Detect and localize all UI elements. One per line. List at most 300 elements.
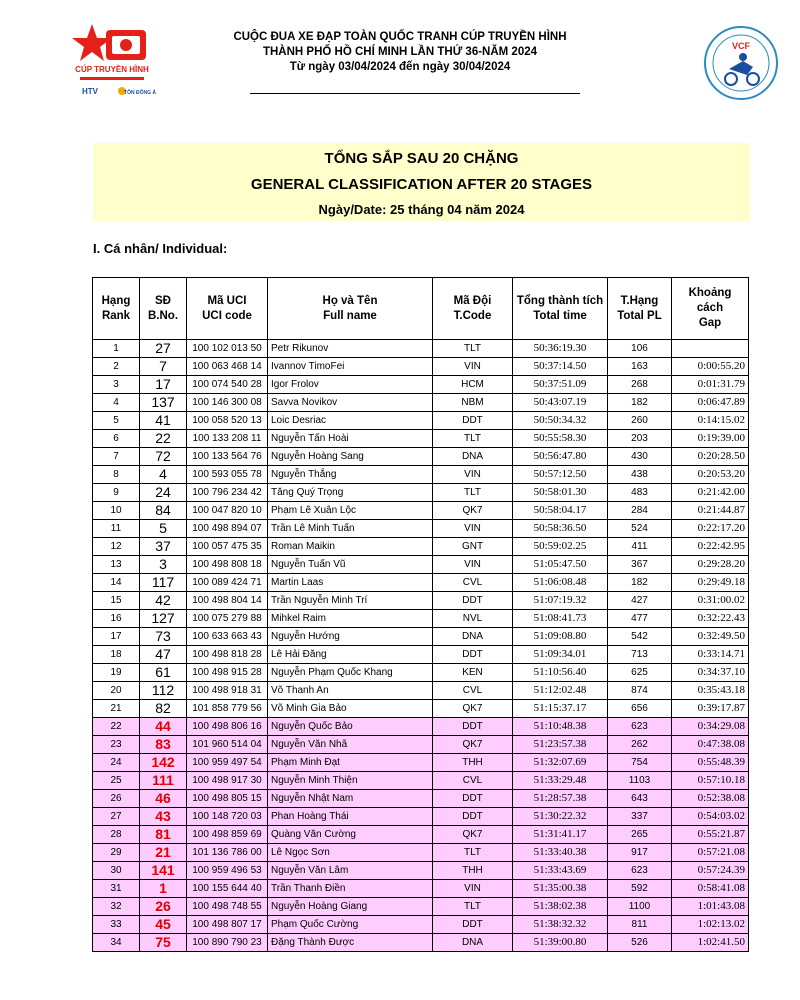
table-row (93, 358, 749, 376)
team-cell: CVL (433, 574, 513, 592)
name-cell: Phạm Minh Đạt (268, 754, 433, 772)
time-cell: 51:15:37.17 (513, 700, 608, 718)
uci-cell: 100 498 806 16 (187, 718, 268, 736)
col-rank: Hạng Rank (93, 278, 140, 340)
uci-cell: 100 498 808 18 (187, 556, 268, 574)
team-cell: VIN (433, 556, 513, 574)
time-cell: 51:39:00.80 (513, 934, 608, 952)
rank-cell: 7 (93, 448, 140, 466)
rank-cell: 16 (93, 610, 140, 628)
bib-cell: 42 (140, 592, 187, 610)
name-cell: Savva Novikov (268, 394, 433, 412)
team-cell: DNA (433, 628, 513, 646)
gap-cell: 0:21:42.00 (672, 484, 749, 502)
time-cell: 51:08:41.73 (513, 610, 608, 628)
name-cell: Phạm Quốc Cường (268, 916, 433, 934)
table-row (93, 736, 749, 754)
uci-cell: 100 133 564 76 (187, 448, 268, 466)
table-row (93, 754, 749, 772)
time-cell: 50:58:36.50 (513, 520, 608, 538)
name-cell: Loic Desriac (268, 412, 433, 430)
name-cell: Lê Hải Đăng (268, 646, 433, 664)
uci-cell: 101 136 786 00 (187, 844, 268, 862)
pl-cell: 477 (608, 610, 672, 628)
time-cell: 50:58:01.30 (513, 484, 608, 502)
time-cell: 51:10:56.40 (513, 664, 608, 682)
name-cell: Nguyễn Quốc Bảo (268, 718, 433, 736)
bib-cell: 21 (140, 844, 187, 862)
gap-cell: 0:55:48.39 (672, 754, 749, 772)
table-row (93, 844, 749, 862)
name-cell: Ivannov TimoFei (268, 358, 433, 376)
time-cell: 51:06:08.48 (513, 574, 608, 592)
team-cell: THH (433, 862, 513, 880)
table-row (93, 862, 749, 880)
name-cell: Lê Ngọc Sơn (268, 844, 433, 862)
team-cell: VIN (433, 466, 513, 484)
bib-cell: 7 (140, 358, 187, 376)
gap-cell: 0:19:39.00 (672, 430, 749, 448)
table-row (93, 880, 749, 898)
title-vietnamese: TỔNG SẮP SAU 20 CHẶNG (324, 150, 519, 167)
uci-cell: 100 959 496 53 (187, 862, 268, 880)
bib-cell: 46 (140, 790, 187, 808)
gap-cell: 0:39:17.87 (672, 700, 749, 718)
time-cell: 51:31:41.17 (513, 826, 608, 844)
uci-cell: 100 089 424 71 (187, 574, 268, 592)
uci-cell: 100 890 790 23 (187, 934, 268, 952)
team-cell: QK7 (433, 826, 513, 844)
bib-cell: 3 (140, 556, 187, 574)
pl-cell: 430 (608, 448, 672, 466)
team-cell: HCM (433, 376, 513, 394)
pl-cell: 623 (608, 718, 672, 736)
rank-cell: 19 (93, 664, 140, 682)
pl-cell: 483 (608, 484, 672, 502)
uci-cell: 100 047 820 10 (187, 502, 268, 520)
name-cell: Trần Lê Minh Tuấn (268, 520, 433, 538)
uci-cell: 100 498 804 14 (187, 592, 268, 610)
table-row (93, 448, 749, 466)
rank-cell: 21 (93, 700, 140, 718)
name-cell: Phan Hoàng Thái (268, 808, 433, 826)
pl-cell: 367 (608, 556, 672, 574)
time-cell: 51:33:29.48 (513, 772, 608, 790)
bib-cell: 1 (140, 880, 187, 898)
pl-cell: 542 (608, 628, 672, 646)
team-cell: NBM (433, 394, 513, 412)
team-cell: DNA (433, 448, 513, 466)
name-cell: Trần Thanh Điền (268, 880, 433, 898)
bib-cell: 112 (140, 682, 187, 700)
uci-cell: 100 498 807 17 (187, 916, 268, 934)
rank-cell: 34 (93, 934, 140, 952)
pl-cell: 337 (608, 808, 672, 826)
title-date: Ngày/Date: 25 tháng 04 năm 2024 (318, 202, 525, 217)
name-cell: Đặng Thành Được (268, 934, 433, 952)
uci-cell: 100 498 818 28 (187, 646, 268, 664)
rank-cell: 2 (93, 358, 140, 376)
name-cell: Nguyễn Văn Lâm (268, 862, 433, 880)
bib-cell: 75 (140, 934, 187, 952)
time-cell: 51:12:02.48 (513, 682, 608, 700)
rank-cell: 15 (93, 592, 140, 610)
gap-cell: 0:32:49.50 (672, 628, 749, 646)
team-cell: QK7 (433, 736, 513, 754)
name-cell: Phạm Lê Xuân Lộc (268, 502, 433, 520)
table-row (93, 682, 749, 700)
gap-cell: 0:34:37.10 (672, 664, 749, 682)
uci-cell: 101 858 779 56 (187, 700, 268, 718)
rank-cell: 26 (93, 790, 140, 808)
table-row (93, 412, 749, 430)
pl-cell: 411 (608, 538, 672, 556)
cup-logo-text: CÚP TRUYỀN HÌNH (75, 65, 149, 74)
rank-cell: 20 (93, 682, 140, 700)
gap-cell: 0:14:15.02 (672, 412, 749, 430)
bib-cell: 73 (140, 628, 187, 646)
htv-logo-text: HTV (82, 87, 98, 96)
uci-cell: 100 058 520 13 (187, 412, 268, 430)
name-cell: Petr Rikunov (268, 340, 433, 358)
table-row (93, 610, 749, 628)
bib-cell: 141 (140, 862, 187, 880)
team-cell: QK7 (433, 502, 513, 520)
team-cell: DDT (433, 916, 513, 934)
cup-logo (62, 22, 162, 102)
rank-cell: 18 (93, 646, 140, 664)
team-cell: VIN (433, 358, 513, 376)
name-cell: Nguyễn Tuấn Vũ (268, 556, 433, 574)
bib-cell: 142 (140, 754, 187, 772)
pl-cell: 163 (608, 358, 672, 376)
rank-cell: 27 (93, 808, 140, 826)
gap-cell: 0:20:53.20 (672, 466, 749, 484)
team-cell: DDT (433, 592, 513, 610)
rank-cell: 5 (93, 412, 140, 430)
rank-cell: 12 (93, 538, 140, 556)
rank-cell: 14 (93, 574, 140, 592)
rank-cell: 23 (93, 736, 140, 754)
time-cell: 50:37:51.09 (513, 376, 608, 394)
bib-cell: 26 (140, 898, 187, 916)
pl-cell: 203 (608, 430, 672, 448)
gap-cell: 0:31:00.02 (672, 592, 749, 610)
uci-cell: 100 498 859 69 (187, 826, 268, 844)
rank-cell: 17 (93, 628, 140, 646)
pl-cell: 268 (608, 376, 672, 394)
name-cell: Tăng Quý Trọng (268, 484, 433, 502)
rank-cell: 32 (93, 898, 140, 916)
bib-cell: 117 (140, 574, 187, 592)
uci-cell: 100 593 055 78 (187, 466, 268, 484)
pl-cell: 874 (608, 682, 672, 700)
pl-cell: 623 (608, 862, 672, 880)
header-line-1: CUỘC ĐUA XE ĐẠP TOÀN QUỐC TRANH CÚP TRUYỀN HÌNH (233, 31, 567, 43)
pl-cell: 592 (608, 880, 672, 898)
name-cell: Martin Laas (268, 574, 433, 592)
team-cell: KEN (433, 664, 513, 682)
bib-cell: 24 (140, 484, 187, 502)
uci-cell: 100 633 663 43 (187, 628, 268, 646)
bib-cell: 111 (140, 772, 187, 790)
gap-cell: 0:22:17.20 (672, 520, 749, 538)
rank-cell: 1 (93, 340, 140, 358)
time-cell: 51:28:57.38 (513, 790, 608, 808)
table-row (93, 394, 749, 412)
gap-cell: 0:57:21.08 (672, 844, 749, 862)
table-row (93, 628, 749, 646)
bib-cell: 45 (140, 916, 187, 934)
table-row (93, 574, 749, 592)
rank-cell: 13 (93, 556, 140, 574)
time-cell: 50:57:12.50 (513, 466, 608, 484)
bib-cell: 4 (140, 466, 187, 484)
bib-cell: 84 (140, 502, 187, 520)
pl-cell: 265 (608, 826, 672, 844)
name-cell: Nguyễn Hướng (268, 628, 433, 646)
name-cell: Igor Frolov (268, 376, 433, 394)
gap-cell: 0:22:42.95 (672, 538, 749, 556)
col-pl: T.Hạng Total PL (608, 278, 672, 340)
table-row (93, 646, 749, 664)
time-cell: 51:33:43.69 (513, 862, 608, 880)
gap-cell: 0:55:21.87 (672, 826, 749, 844)
name-cell: Quàng Văn Cường (268, 826, 433, 844)
time-cell: 51:38:32.32 (513, 916, 608, 934)
rank-cell: 25 (93, 772, 140, 790)
rank-cell: 24 (93, 754, 140, 772)
uci-cell: 100 498 805 15 (187, 790, 268, 808)
bib-cell: 22 (140, 430, 187, 448)
name-cell: Nguyễn Văn Nhã (268, 736, 433, 754)
time-cell: 50:59:02.25 (513, 538, 608, 556)
name-cell: Trần Nguyễn Minh Trí (268, 592, 433, 610)
gap-cell: 0:54:03.02 (672, 808, 749, 826)
pl-cell: 643 (608, 790, 672, 808)
name-cell: Nguyễn Nhật Nam (268, 790, 433, 808)
gap-cell: 0:47:38.08 (672, 736, 749, 754)
bib-cell: 5 (140, 520, 187, 538)
table-row (93, 430, 749, 448)
gap-cell: 0:35:43.18 (672, 682, 749, 700)
team-cell: TLT (433, 898, 513, 916)
gap-cell: 0:29:49.18 (672, 574, 749, 592)
team-cell: CVL (433, 682, 513, 700)
uci-cell: 100 146 300 08 (187, 394, 268, 412)
name-cell: Nguyễn Phạm Quốc Khang (268, 664, 433, 682)
table-header-row (93, 278, 749, 340)
name-cell: Nguyễn Hoàng Sang (268, 448, 433, 466)
name-cell: Võ Thanh An (268, 682, 433, 700)
time-cell: 51:05:47.50 (513, 556, 608, 574)
rank-cell: 6 (93, 430, 140, 448)
pl-cell: 656 (608, 700, 672, 718)
table-row (93, 340, 749, 358)
pl-cell: 427 (608, 592, 672, 610)
team-cell: VIN (433, 880, 513, 898)
header-line-3: Từ ngày 03/04/2024 đến ngày 30/04/2024 (289, 61, 511, 73)
uci-cell: 100 959 497 54 (187, 754, 268, 772)
time-cell: 50:55:58.30 (513, 430, 608, 448)
gap-cell: 0:00:55.20 (672, 358, 749, 376)
pl-cell: 917 (608, 844, 672, 862)
bib-cell: 61 (140, 664, 187, 682)
team-cell: DDT (433, 646, 513, 664)
table-row (93, 790, 749, 808)
rank-cell: 31 (93, 880, 140, 898)
col-time: Tổng thành tích Total time (513, 278, 608, 340)
table-row (93, 376, 749, 394)
time-cell: 51:10:48.38 (513, 718, 608, 736)
header-divider (250, 93, 580, 94)
gap-cell: 0:32:22.43 (672, 610, 749, 628)
team-cell: THH (433, 754, 513, 772)
rank-cell: 29 (93, 844, 140, 862)
bib-cell: 127 (140, 610, 187, 628)
gap-cell: 0:57:10.18 (672, 772, 749, 790)
pl-cell: 438 (608, 466, 672, 484)
pl-cell: 754 (608, 754, 672, 772)
uci-cell: 100 498 918 31 (187, 682, 268, 700)
table-row (93, 772, 749, 790)
team-cell: QK7 (433, 700, 513, 718)
pl-cell: 106 (608, 340, 672, 358)
time-cell: 50:50:34.32 (513, 412, 608, 430)
pl-cell: 625 (608, 664, 672, 682)
tondonga-logo-text: TÔN ĐÔNG Á (124, 90, 156, 96)
uci-cell: 100 057 475 35 (187, 538, 268, 556)
time-cell: 51:09:34.01 (513, 646, 608, 664)
uci-cell: 100 133 208 11 (187, 430, 268, 448)
uci-cell: 101 960 514 04 (187, 736, 268, 754)
col-uci: Mã UCI UCI code (187, 278, 268, 340)
uci-cell: 100 075 279 88 (187, 610, 268, 628)
rank-cell: 28 (93, 826, 140, 844)
team-cell: DDT (433, 412, 513, 430)
pl-cell: 811 (608, 916, 672, 934)
time-cell: 51:09:08.80 (513, 628, 608, 646)
table-row (93, 700, 749, 718)
name-cell: Mihkel Raim (268, 610, 433, 628)
uci-cell: 100 074 540 28 (187, 376, 268, 394)
rank-cell: 33 (93, 916, 140, 934)
pl-cell: 182 (608, 574, 672, 592)
name-cell: Nguyễn Tấn Hoài (268, 430, 433, 448)
gap-cell: 0:01:31.79 (672, 376, 749, 394)
uci-cell: 100 102 013 50 (187, 340, 268, 358)
classification-table (92, 277, 749, 952)
time-cell: 51:23:57.38 (513, 736, 608, 754)
bib-cell: 82 (140, 700, 187, 718)
col-gap: Khoảng cách Gap (672, 278, 749, 340)
pl-cell: 262 (608, 736, 672, 754)
team-cell: TLT (433, 484, 513, 502)
table-row (93, 484, 749, 502)
table-row (93, 916, 749, 934)
uci-cell: 100 148 720 03 (187, 808, 268, 826)
rank-cell: 30 (93, 862, 140, 880)
time-cell: 50:37:14.50 (513, 358, 608, 376)
rank-cell: 22 (93, 718, 140, 736)
rank-cell: 3 (93, 376, 140, 394)
table-row (93, 664, 749, 682)
table-row (93, 718, 749, 736)
pl-cell: 1100 (608, 898, 672, 916)
bib-cell: 81 (140, 826, 187, 844)
gap-cell: 0:52:38.08 (672, 790, 749, 808)
col-team: Mã Đội T.Code (433, 278, 513, 340)
team-cell: NVL (433, 610, 513, 628)
col-bib: SĐ B.No. (140, 278, 187, 340)
time-cell: 51:35:00.38 (513, 880, 608, 898)
gap-cell: 0:58:41.08 (672, 880, 749, 898)
bib-cell: 72 (140, 448, 187, 466)
table-row (93, 898, 749, 916)
vcf-logo-text: VCF (732, 41, 750, 51)
section-title: I. Cá nhân/ Individual: (93, 241, 228, 256)
bib-cell: 27 (140, 340, 187, 358)
name-cell: Nguyễn Minh Thiện (268, 772, 433, 790)
gap-cell: 0:33:14.71 (672, 646, 749, 664)
time-cell: 51:33:40.38 (513, 844, 608, 862)
team-cell: DDT (433, 808, 513, 826)
table-row (93, 592, 749, 610)
team-cell: VIN (433, 520, 513, 538)
table-row (93, 520, 749, 538)
name-cell: Nguyễn Thắng (268, 466, 433, 484)
name-cell: Võ Minh Gia Bảo (268, 700, 433, 718)
team-cell: GNT (433, 538, 513, 556)
gap-cell: 1:01:43.08 (672, 898, 749, 916)
rank-cell: 4 (93, 394, 140, 412)
title-english: GENERAL CLASSIFICATION AFTER 20 STAGES (250, 176, 593, 193)
gap-cell: 0:21:44.87 (672, 502, 749, 520)
table-row (93, 556, 749, 574)
gap-cell (672, 340, 749, 358)
gap-cell: 0:57:24.39 (672, 862, 749, 880)
gap-cell: 0:34:29.08 (672, 718, 749, 736)
gap-cell: 1:02:41.50 (672, 934, 749, 952)
time-cell: 51:32:07.69 (513, 754, 608, 772)
rank-cell: 9 (93, 484, 140, 502)
table-row (93, 502, 749, 520)
pl-cell: 182 (608, 394, 672, 412)
uci-cell: 100 063 468 14 (187, 358, 268, 376)
table-row (93, 826, 749, 844)
uci-cell: 100 498 748 55 (187, 898, 268, 916)
team-cell: DDT (433, 718, 513, 736)
table-row (93, 808, 749, 826)
rank-cell: 11 (93, 520, 140, 538)
uci-cell: 100 498 915 28 (187, 664, 268, 682)
vcf-logo (703, 25, 779, 101)
col-name: Họ và Tên Full name (268, 278, 433, 340)
team-cell: CVL (433, 772, 513, 790)
team-cell: TLT (433, 340, 513, 358)
time-cell: 50:43:07.19 (513, 394, 608, 412)
table-row (93, 934, 749, 952)
bib-cell: 44 (140, 718, 187, 736)
pl-cell: 524 (608, 520, 672, 538)
pl-cell: 1103 (608, 772, 672, 790)
table-row (93, 466, 749, 484)
name-cell: Roman Maikin (268, 538, 433, 556)
time-cell: 50:58:04.17 (513, 502, 608, 520)
bib-cell: 17 (140, 376, 187, 394)
table-row (93, 538, 749, 556)
bib-cell: 41 (140, 412, 187, 430)
